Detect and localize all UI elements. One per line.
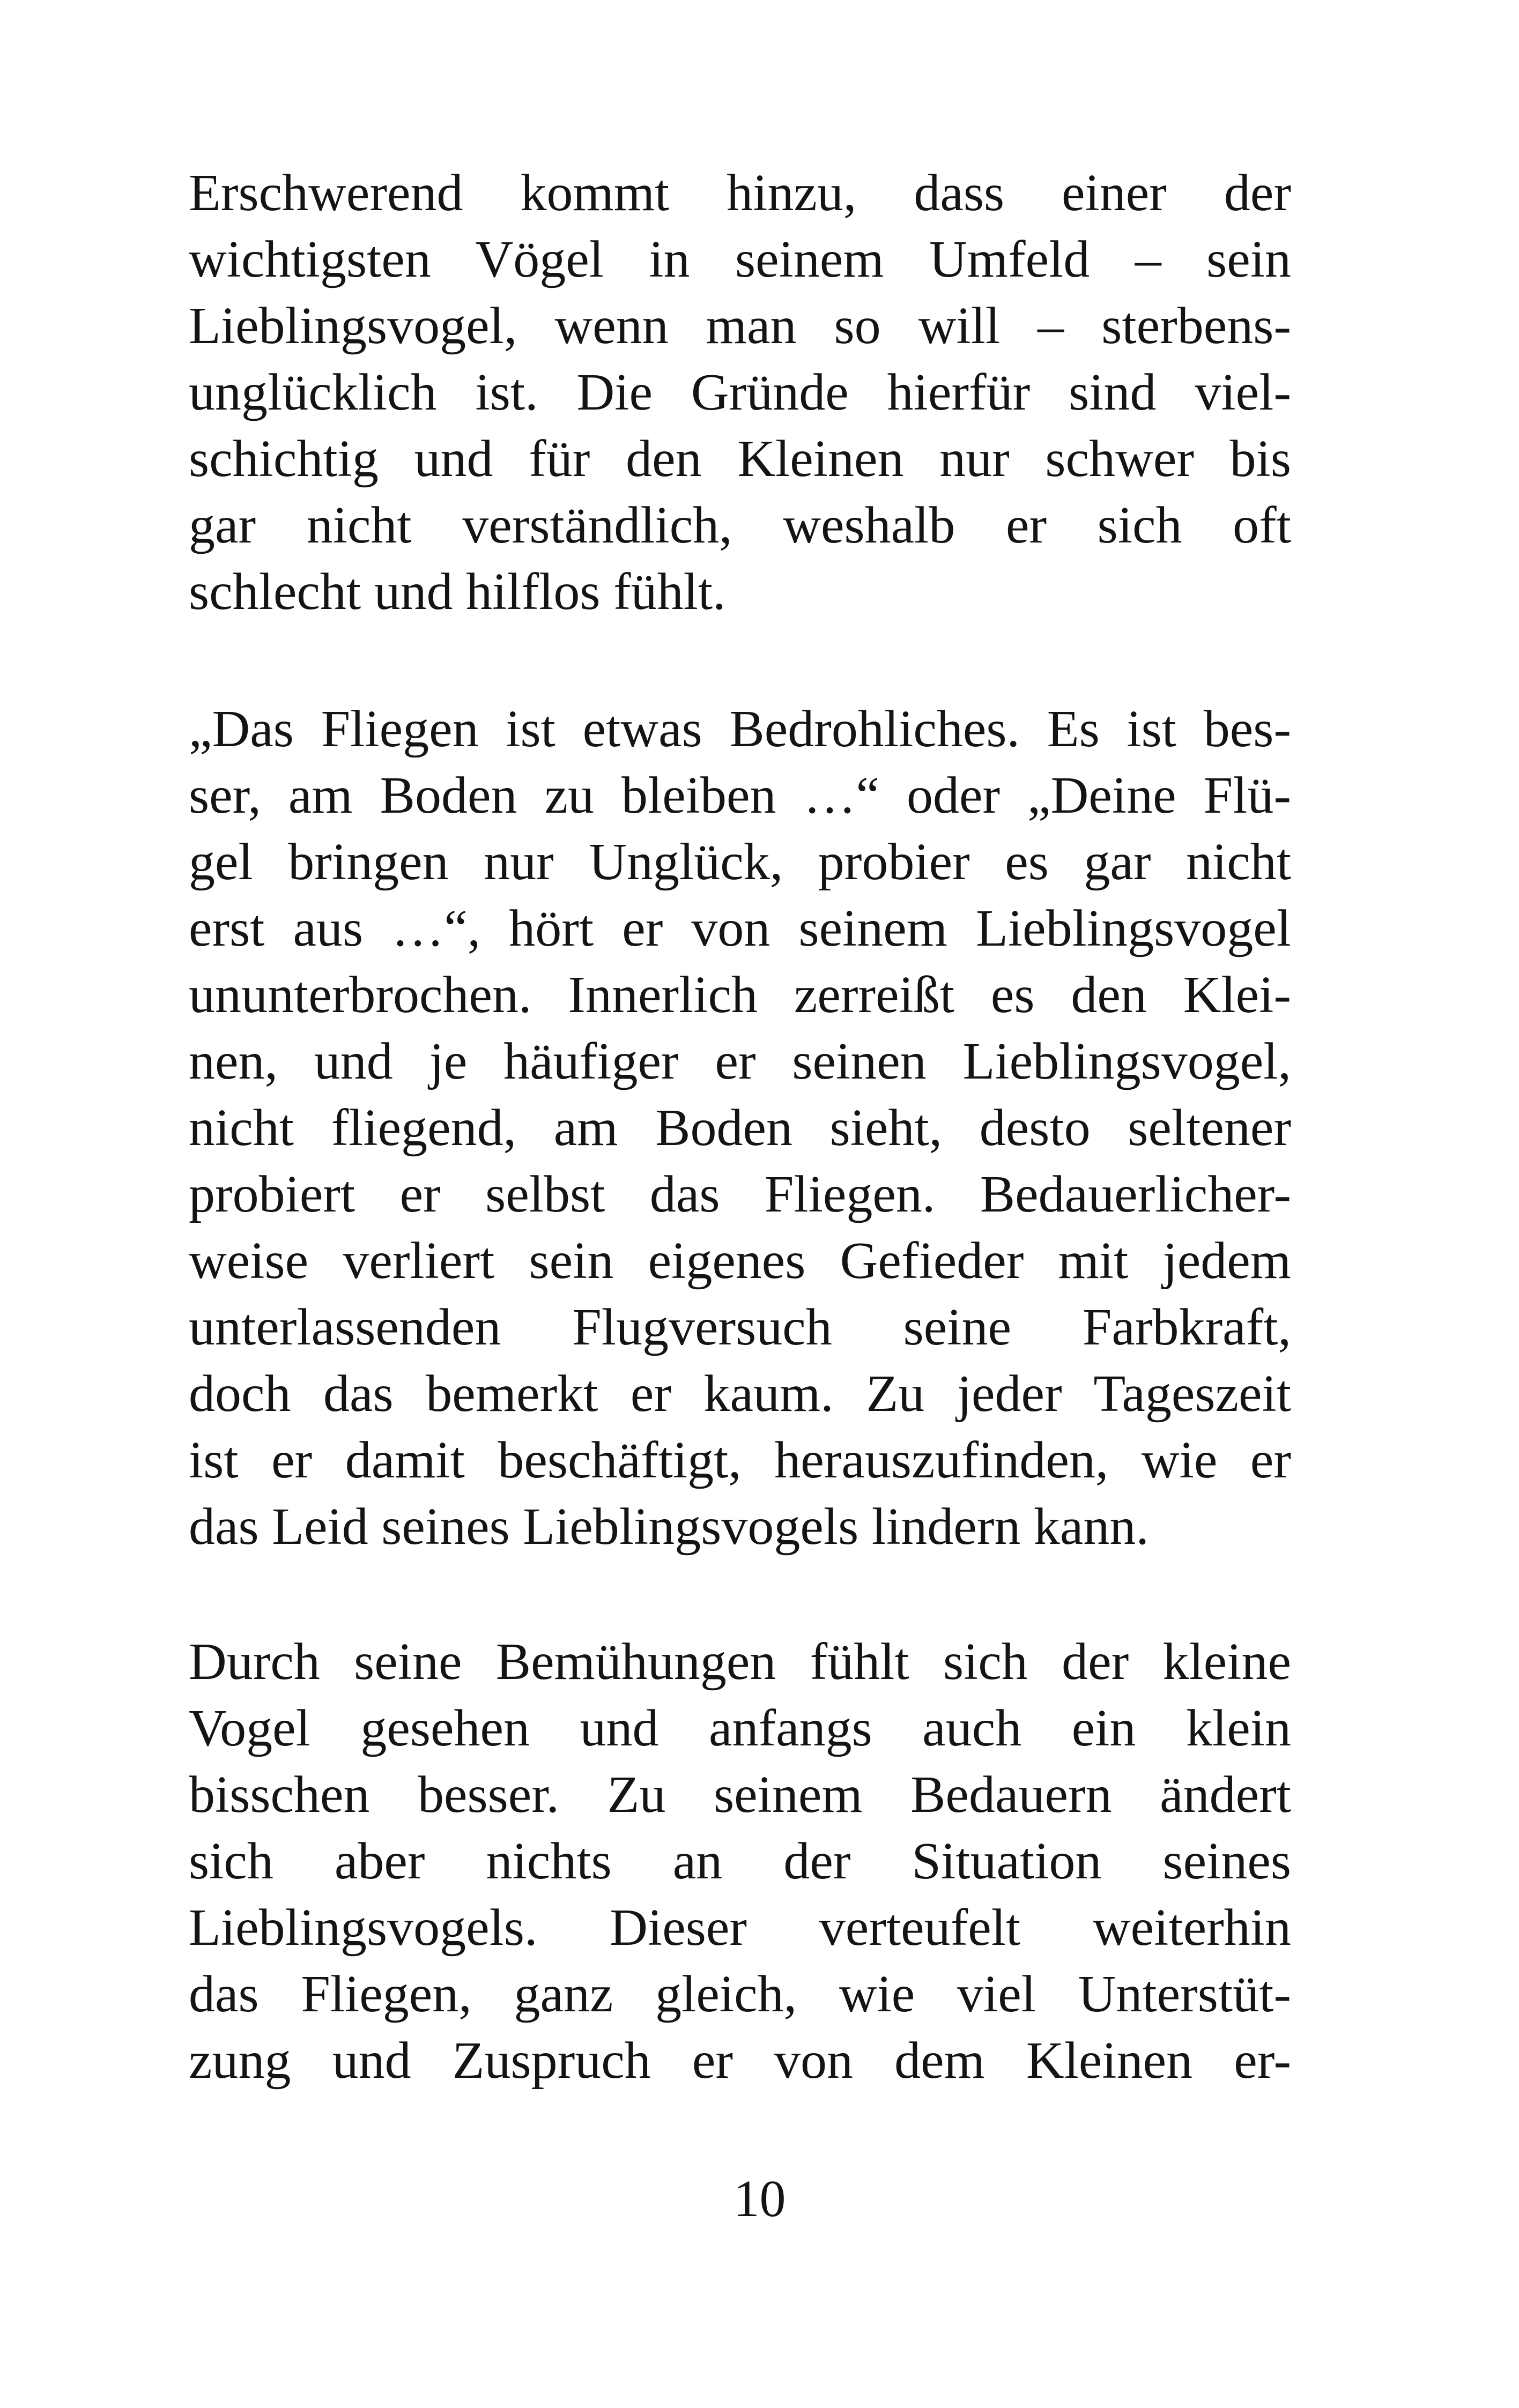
text-line: doch das bemerkt er kaum. Zu jeder Tageszeit xyxy=(189,1365,1291,1423)
text-line: das Fliegen, ganz gleich, wie viel Unterstüt- xyxy=(189,1965,1291,2023)
text-line: Erschwerend kommt hinzu, dass einer der xyxy=(189,164,1291,222)
text-line: zung und Zuspruch er von dem Kleinen er- xyxy=(189,2032,1291,2090)
text-line: gar nicht verständlich, weshalb er sich oft xyxy=(189,496,1291,554)
text-line: ist er damit beschäftigt, herauszufinden, wie er xyxy=(189,1431,1291,1489)
text-line: probiert er selbst das Fliegen. Bedauerlicher- xyxy=(189,1165,1291,1223)
paragraph-1 xyxy=(189,160,1291,625)
text-line: sich aber nichts an der Situation seines xyxy=(189,1832,1291,1890)
page-number: 10 xyxy=(733,2170,786,2228)
text-line: weise verliert sein eigenes Gefieder mit jedem xyxy=(189,1232,1291,1290)
text-line: Vogel gesehen und anfangs auch ein klein xyxy=(189,1699,1291,1757)
text-line: ser, am Boden zu bleiben …“ oder „Deine Flü- xyxy=(189,767,1291,824)
text-line: Durch seine Bemühungen fühlt sich der kleine xyxy=(189,1633,1291,1691)
text-line: schichtig und für den Kleinen nur schwer bis xyxy=(189,430,1291,488)
text-line: gel bringen nur Unglück, probier es gar nicht xyxy=(189,833,1291,891)
text-line: Lieblingsvogel, wenn man so will – sterbens- xyxy=(189,297,1291,355)
text-line: unglücklich ist. Die Gründe hierfür sind viel- xyxy=(189,363,1291,421)
text-line: Lieblingsvogels. Dieser verteufelt weiterhin xyxy=(189,1899,1291,1957)
text-line: schlecht und hilflos fühlt. xyxy=(189,563,726,621)
text-line: erst aus …“, hört er von seinem Lieblingsvogel xyxy=(189,900,1291,957)
paragraph-3 xyxy=(189,1629,1291,2094)
text-line: nen, und je häufiger er seinen Lieblingsvogel, xyxy=(189,1032,1291,1090)
paragraph-2 xyxy=(189,696,1291,1560)
text-line: „Das Fliegen ist etwas Bedrohliches. Es ist bes- xyxy=(189,700,1291,758)
text-line: das Leid seines Lieblingsvogels lindern kann. xyxy=(189,1498,1149,1556)
text-line: wichtigsten Vögel in seinem Umfeld – sein xyxy=(189,231,1291,288)
text-line: nicht fliegend, am Boden sieht, desto seltener xyxy=(189,1099,1291,1157)
text-line: ununterbrochen. Innerlich zerreißt es den Klei- xyxy=(189,966,1291,1024)
text-line: unterlassenden Flugversuch seine Farbkraft, xyxy=(189,1298,1291,1356)
text-line: bisschen besser. Zu seinem Bedauern ändert xyxy=(189,1766,1291,1824)
